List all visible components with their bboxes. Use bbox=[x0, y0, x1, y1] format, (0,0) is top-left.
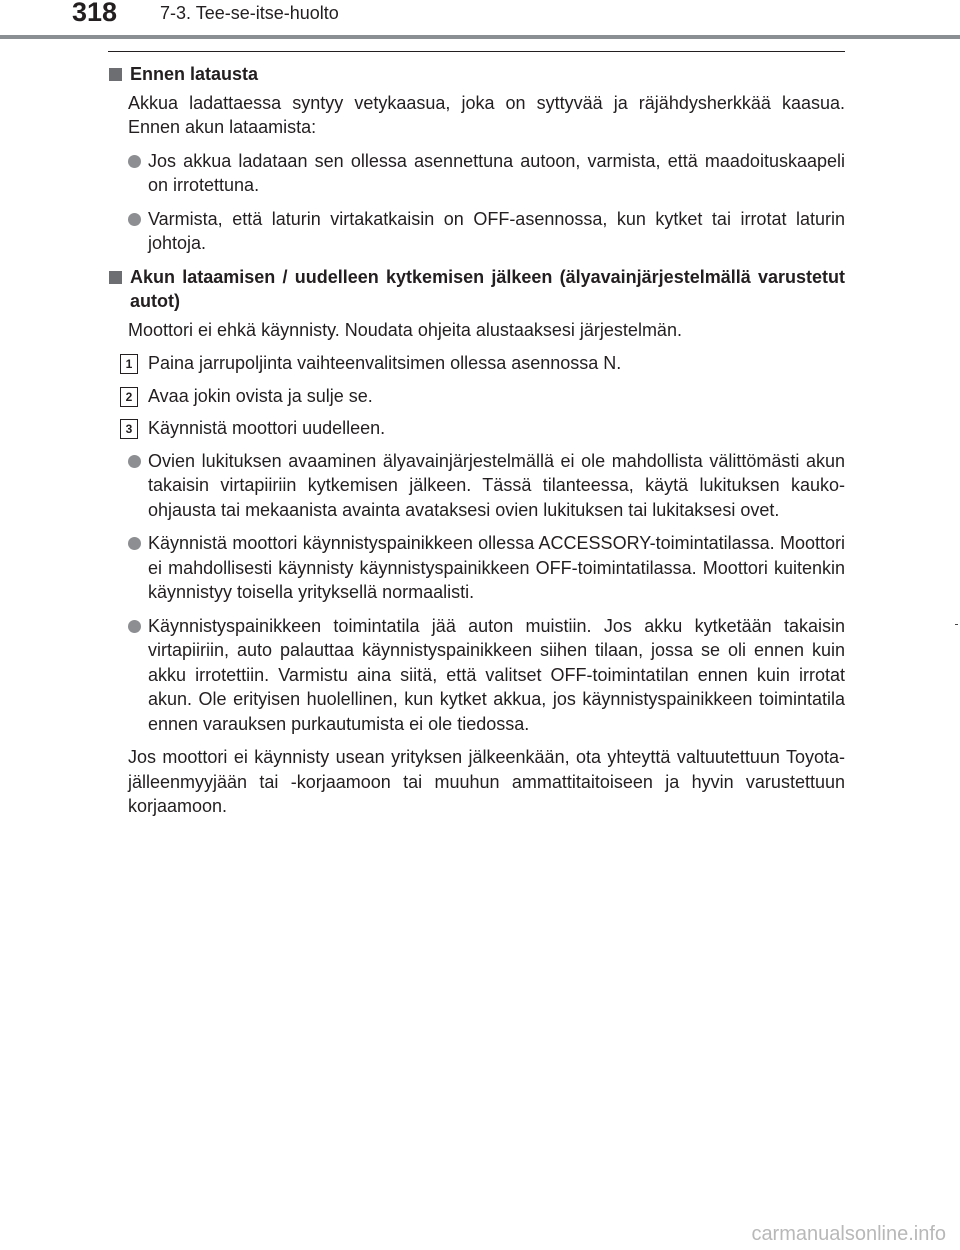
step-number-badge: 1 bbox=[120, 354, 138, 374]
step-item bbox=[108, 351, 845, 376]
step-number-badge: 3 bbox=[120, 419, 138, 439]
step-text: Käynnistä moottori uudelleen. bbox=[148, 418, 386, 438]
list-item-text: Varmista, että laturin virtakatkaisin on OFF-asennossa, kun kytket tai irrotat laturin johtoja. bbox=[148, 208, 845, 253]
page-number: 318 bbox=[72, 0, 118, 27]
page-header bbox=[0, 0, 960, 42]
header-rule bbox=[0, 35, 960, 39]
square-bullet-icon bbox=[109, 271, 122, 284]
footer-watermark: carmanualsonline.info bbox=[751, 1223, 946, 1245]
circle-bullet-icon bbox=[128, 213, 141, 226]
circle-bullet-icon bbox=[128, 455, 141, 468]
list-item bbox=[108, 449, 845, 523]
list-item bbox=[108, 149, 845, 198]
list-item bbox=[108, 531, 845, 605]
step-text: Avaa jokin ovista ja sulje se. bbox=[148, 385, 373, 406]
heading-text: Akun lataamisen / uudelleen kytkemisen jälkeen (älyavainjärjestelmällä varustetut autot) bbox=[130, 266, 845, 311]
step-text: Paina jarrupoljinta vaihteenvalitsimen ollessa asennossa N. bbox=[148, 353, 622, 373]
circle-bullet-icon bbox=[128, 620, 141, 633]
intro-paragraph: Moottori ei ehkä käynnisty. Noudata ohjeita alustaaksesi järjestelmän. bbox=[128, 319, 682, 340]
list-item bbox=[108, 207, 845, 256]
list-item-text: Ovien lukituksen avaaminen älyavainjärjestelmällä ei ole mahdollista välittömästi akun takaisin virtapiiriin kytkemisen jälkeen. Tässä tilanteessa, käytä lukituksen kauko-ohjausta tai mekaanista avainta avataksesi ovien lukituksen tai lukitaksesi ovet. bbox=[148, 450, 845, 520]
step-item bbox=[108, 384, 845, 409]
heading-text: Ennen latausta bbox=[130, 64, 259, 84]
step-number-badge: 2 bbox=[120, 387, 138, 407]
circle-bullet-icon bbox=[128, 155, 141, 168]
closing-paragraph: Jos moottori ei käynnisty usean yrityksen jälkeenkään, ota yhteyttä valtuutettuun Toyota-jälleenmyyjään tai -korjaamoon tai muuhun ammattitaitoiseen ja hyvin varustettuun korjaamoon. bbox=[128, 747, 845, 816]
list-item-text: Käynnistä moottori käynnistyspainikkeen ollessa ACCESSORY-toimintatilassa. Moottori ei mahdollisesti käynnisty käynnistyspainikkeen OFF-toimintatilassa. Moottori kuitenkin käynnistyy toisella yrityksellä normaalisti. bbox=[148, 533, 845, 602]
margin-mark bbox=[955, 624, 958, 625]
chapter-title: 7-3. Tee-se-itse-huolto bbox=[160, 3, 339, 23]
section-divider bbox=[108, 51, 845, 52]
step-item bbox=[108, 416, 845, 441]
page-content bbox=[108, 62, 845, 828]
square-bullet-icon bbox=[109, 68, 122, 81]
list-item-text: Jos akkua ladataan sen ollessa asennettuna autoon, varmista, että maadoituskaapeli on irrotettuna. bbox=[148, 150, 845, 195]
circle-bullet-icon bbox=[128, 537, 141, 550]
section-heading-after-charging bbox=[108, 265, 845, 314]
list-item bbox=[108, 614, 845, 737]
list-item-text: Käynnistyspainikkeen toimintatila jää auton muistiin. Jos akku kytketään takaisin virtapiiriin, auto palauttaa käynnistyspainikkeen siihen tilaan, jossa se oli ennen kuin akku irrotettiin. Varmistu aina siitä, että valitset OFF-toimintatilan ennen kuin irrotat akun. Ole erityisen huolellinen, kun kytket akkua, jos käynnistyspainikkeen toimintatila ennen varauksen purkautumista ei ole tiedossa. bbox=[148, 615, 845, 734]
section-heading-before-charging bbox=[108, 62, 845, 87]
intro-paragraph: Akkua ladattaessa syntyy vetykaasua, joka on syttyvää ja räjähdysherkkää kaasua. Ennen akun lataamista: bbox=[128, 92, 845, 137]
